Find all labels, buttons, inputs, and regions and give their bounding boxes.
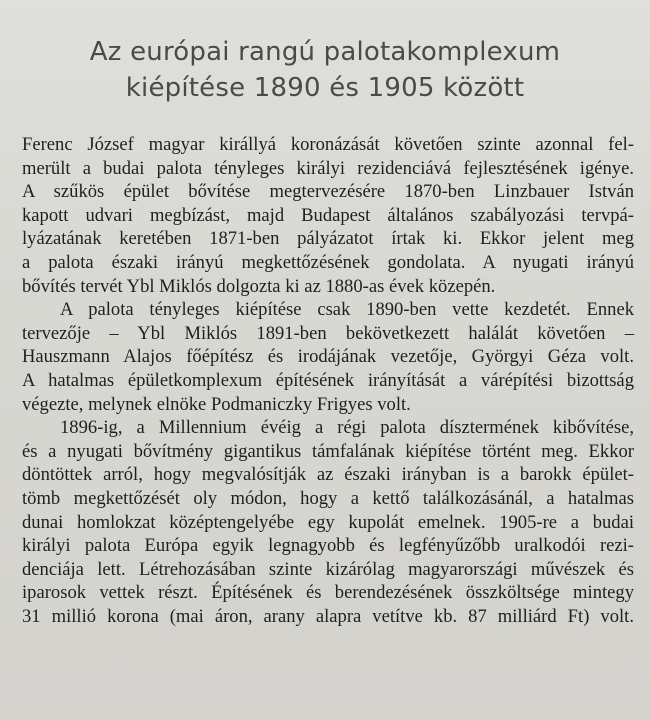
text-line: tömb megkettőzését oly módon, hogy a kettő találkozásánál, a hatalmas xyxy=(22,487,634,509)
text-line: a palota északi irányú megkettőzésének gondolata. A nyugati irányú xyxy=(22,251,634,273)
text-line: 31 millió korona (mai áron, arany alapra vetítve kb. 87 milliárd Ft) volt. xyxy=(22,605,634,627)
text-line: iparosok vettek részt. Építésének és berendezésének összköltsége mintegy xyxy=(22,582,634,604)
text-line: A palota tényleges kiépítése csak 1890-ben vette kezdetét. Ennek xyxy=(60,299,634,321)
text-line: bővítés tervét Ybl Miklós dolgozta ki az 1880-as évek közepén. xyxy=(22,275,496,297)
text-line: Ferenc József magyar királlyá koronázását követően szinte azonnal fel- xyxy=(22,134,634,155)
text-line: dunai homlokzat középtengelyébe egy kupolát emelnek. 1905-re a budai xyxy=(22,511,634,533)
text-line: 1896-ig, a Millennium évéig a régi palota dísztermének kibővítése, xyxy=(60,417,634,439)
text-line: denciája lett. Létrehozásában szinte kizárólag magyarországi művészek és xyxy=(22,558,634,580)
text-line: tervezője – Ybl Miklós 1891-ben bekövetkezett halálát követően – xyxy=(22,322,634,344)
panel-title xyxy=(0,34,650,106)
title-line: kiépítése 1890 és 1905 között xyxy=(125,73,525,103)
text-line: A szűkös épület bővítése megtervezésére 1870-ben Linzbauer István xyxy=(22,181,634,203)
text-line: lyázatának keretében 1871-ben pályázatot írtak ki. Ekkor jelent meg xyxy=(22,228,634,250)
title-line: Az európai rangú palotakomplexum xyxy=(89,37,561,67)
body-text xyxy=(22,133,634,628)
text-line: és a nyugati bővítmény gigantikus támfalának kiépítése történt meg. Ekkor xyxy=(22,440,634,462)
text-line: királyi palota Európa egyik legnagyobb és legfényűzőbb uralkodói rezi- xyxy=(22,535,634,557)
text-line: végezte, melynek elnöke Podmaniczky Frigyes volt. xyxy=(22,393,411,415)
text-line: Hauszmann Alajos főépítész és irodájának vezetője, Györgyi Géza volt. xyxy=(22,346,634,368)
text-line: merült a budai palota tényleges királyi rezidenciává fejlesztésének igénye. xyxy=(22,157,634,179)
text-line: A hatalmas épületkomplexum építésének irányítását a várépítési bizottság xyxy=(22,369,634,391)
text-line: kapott udvari megbízást, majd Budapest általános szabályozási tervpá- xyxy=(22,204,634,226)
text-line: döntöttek arról, hogy megvalósítják az északi irányban is a barokk épület- xyxy=(22,464,634,486)
